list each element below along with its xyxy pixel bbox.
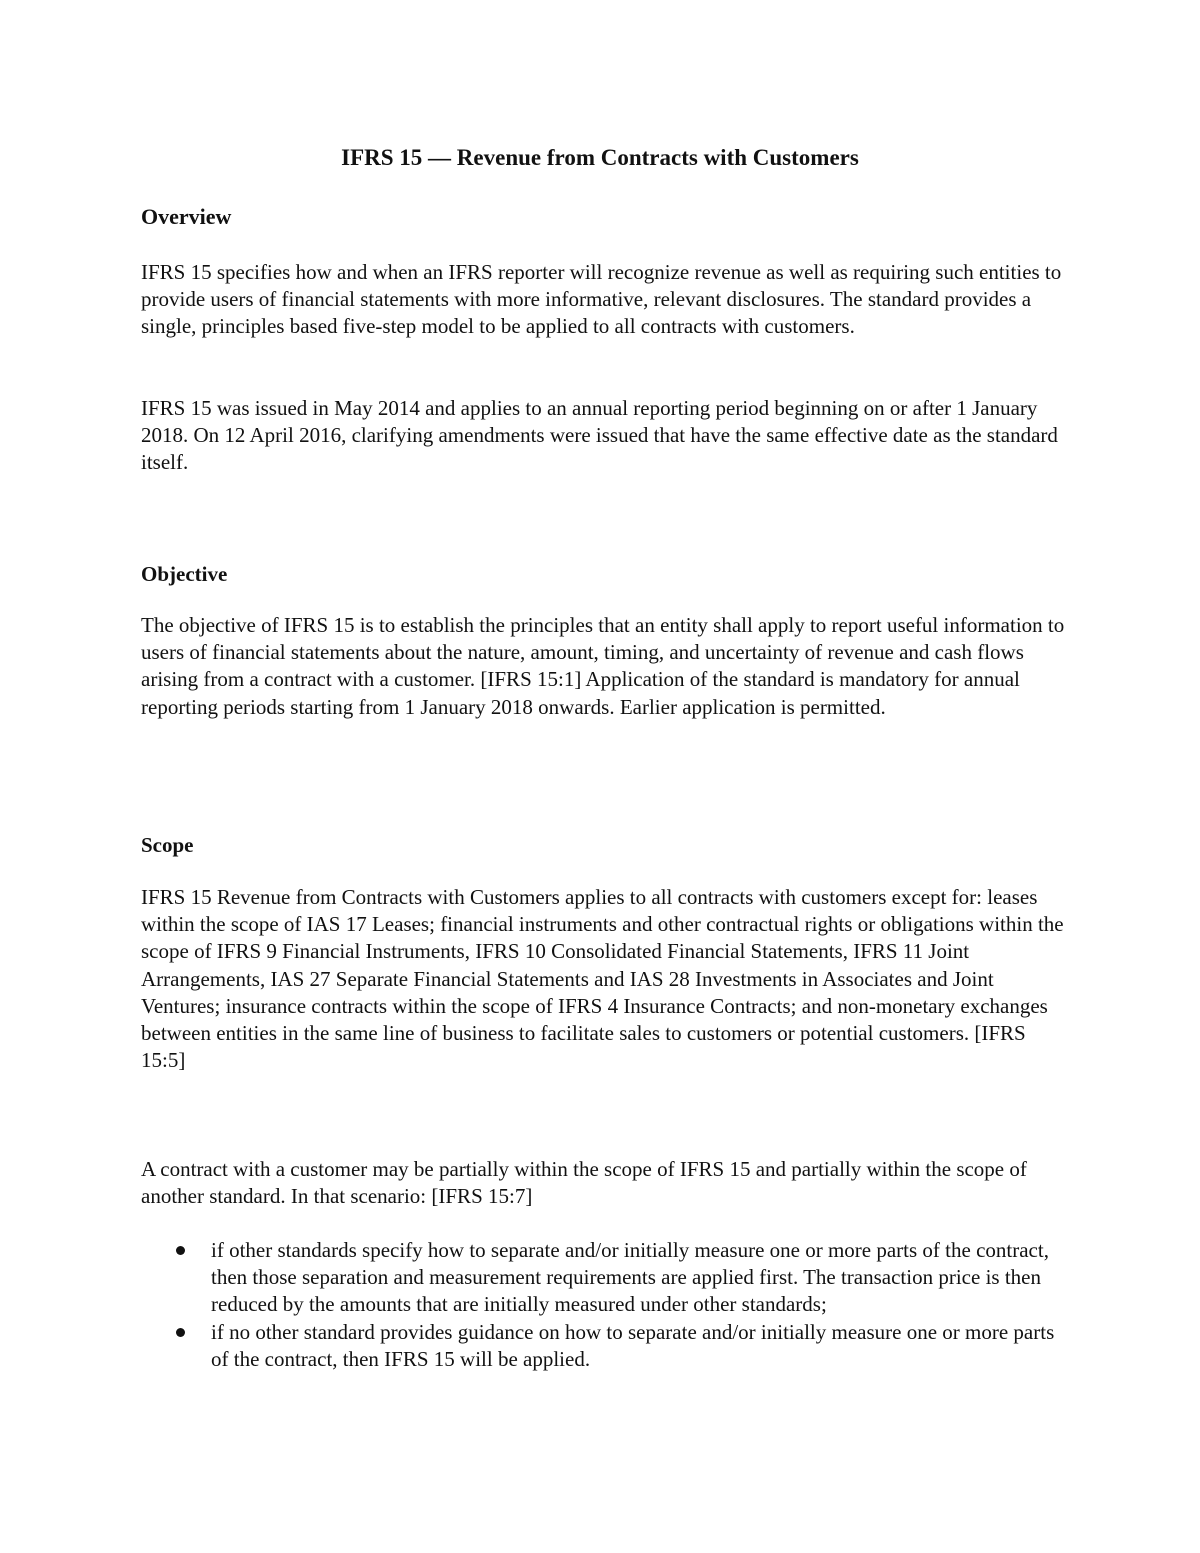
overview-paragraph: IFRS 15 specifies how and when an IFRS reporter will recognize revenue as well as requiring such entities to provide users of financial statements with more informative, relevant disclosures. The standard provides a single, principles based five-step model to be applied to all contracts with customers.	[141, 260, 1062, 339]
bullet-icon	[176, 1246, 185, 1255]
section-heading-objective: Objective	[141, 562, 228, 586]
section-heading-overview: Overview	[141, 204, 232, 229]
scope-paragraph: IFRS 15 Revenue from Contracts with Customers applies to all contracts with customers except for: leases within the scope of IAS 17 Leases; financial instruments and other contractual rights or obligations within the scope of IFRS 9 Financial Instruments, IFRS 10 Consolidated Financial Statements, IFRS 11 Joint Arrangements, IAS 27 Separate Financial Statements and IAS 28 Investments in Associates and Joint Ventures; insurance contracts within the scope of IFRS 4 Insurance Contracts; and non-monetary exchanges between entities in the same line of business to facilitate sales to customers or potential customers. [IFRS 15:5]	[141, 885, 1064, 1073]
scope-bullet-list	[141, 1237, 1071, 1373]
list-item-text: if other standards specify how to separate and/or initially measure one or more parts of the contract, then those separation and measurement requirements are applied first. The transaction price is then reduced by the amounts that are initially measured under other standards;	[211, 1238, 1049, 1317]
bullet-icon	[176, 1328, 185, 1337]
section-heading-scope: Scope	[141, 833, 194, 857]
list-item	[141, 1237, 1071, 1319]
list-item-text: if no other standard provides guidance on how to separate and/or initially measure one or more parts of the contract, then IFRS 15 will be applied.	[211, 1319, 1055, 1371]
overview-paragraph: IFRS 15 was issued in May 2014 and applies to an annual reporting period beginning on or after 1 January 2018. On 12 April 2016, clarifying amendments were issued that have the same effective date as the standard itself.	[141, 396, 1058, 475]
objective-paragraph: The objective of IFRS 15 is to establish the principles that an entity shall apply to report useful information to users of financial statements about the nature, amount, timing, and uncertainty of revenue and cash flows arising from a contract with a customer. [IFRS 15:1] Application of the standard is mandatory for annual reporting periods starting from 1 January 2018 onwards. Earlier application is permitted.	[141, 613, 1065, 719]
scope-paragraph: A contract with a customer may be partially within the scope of IFRS 15 and partially within the scope of another standard. In that scenario: [IFRS 15:7]	[141, 1157, 1027, 1209]
document-title: IFRS 15 — Revenue from Contracts with Customers	[341, 145, 859, 170]
list-item	[141, 1319, 1071, 1373]
